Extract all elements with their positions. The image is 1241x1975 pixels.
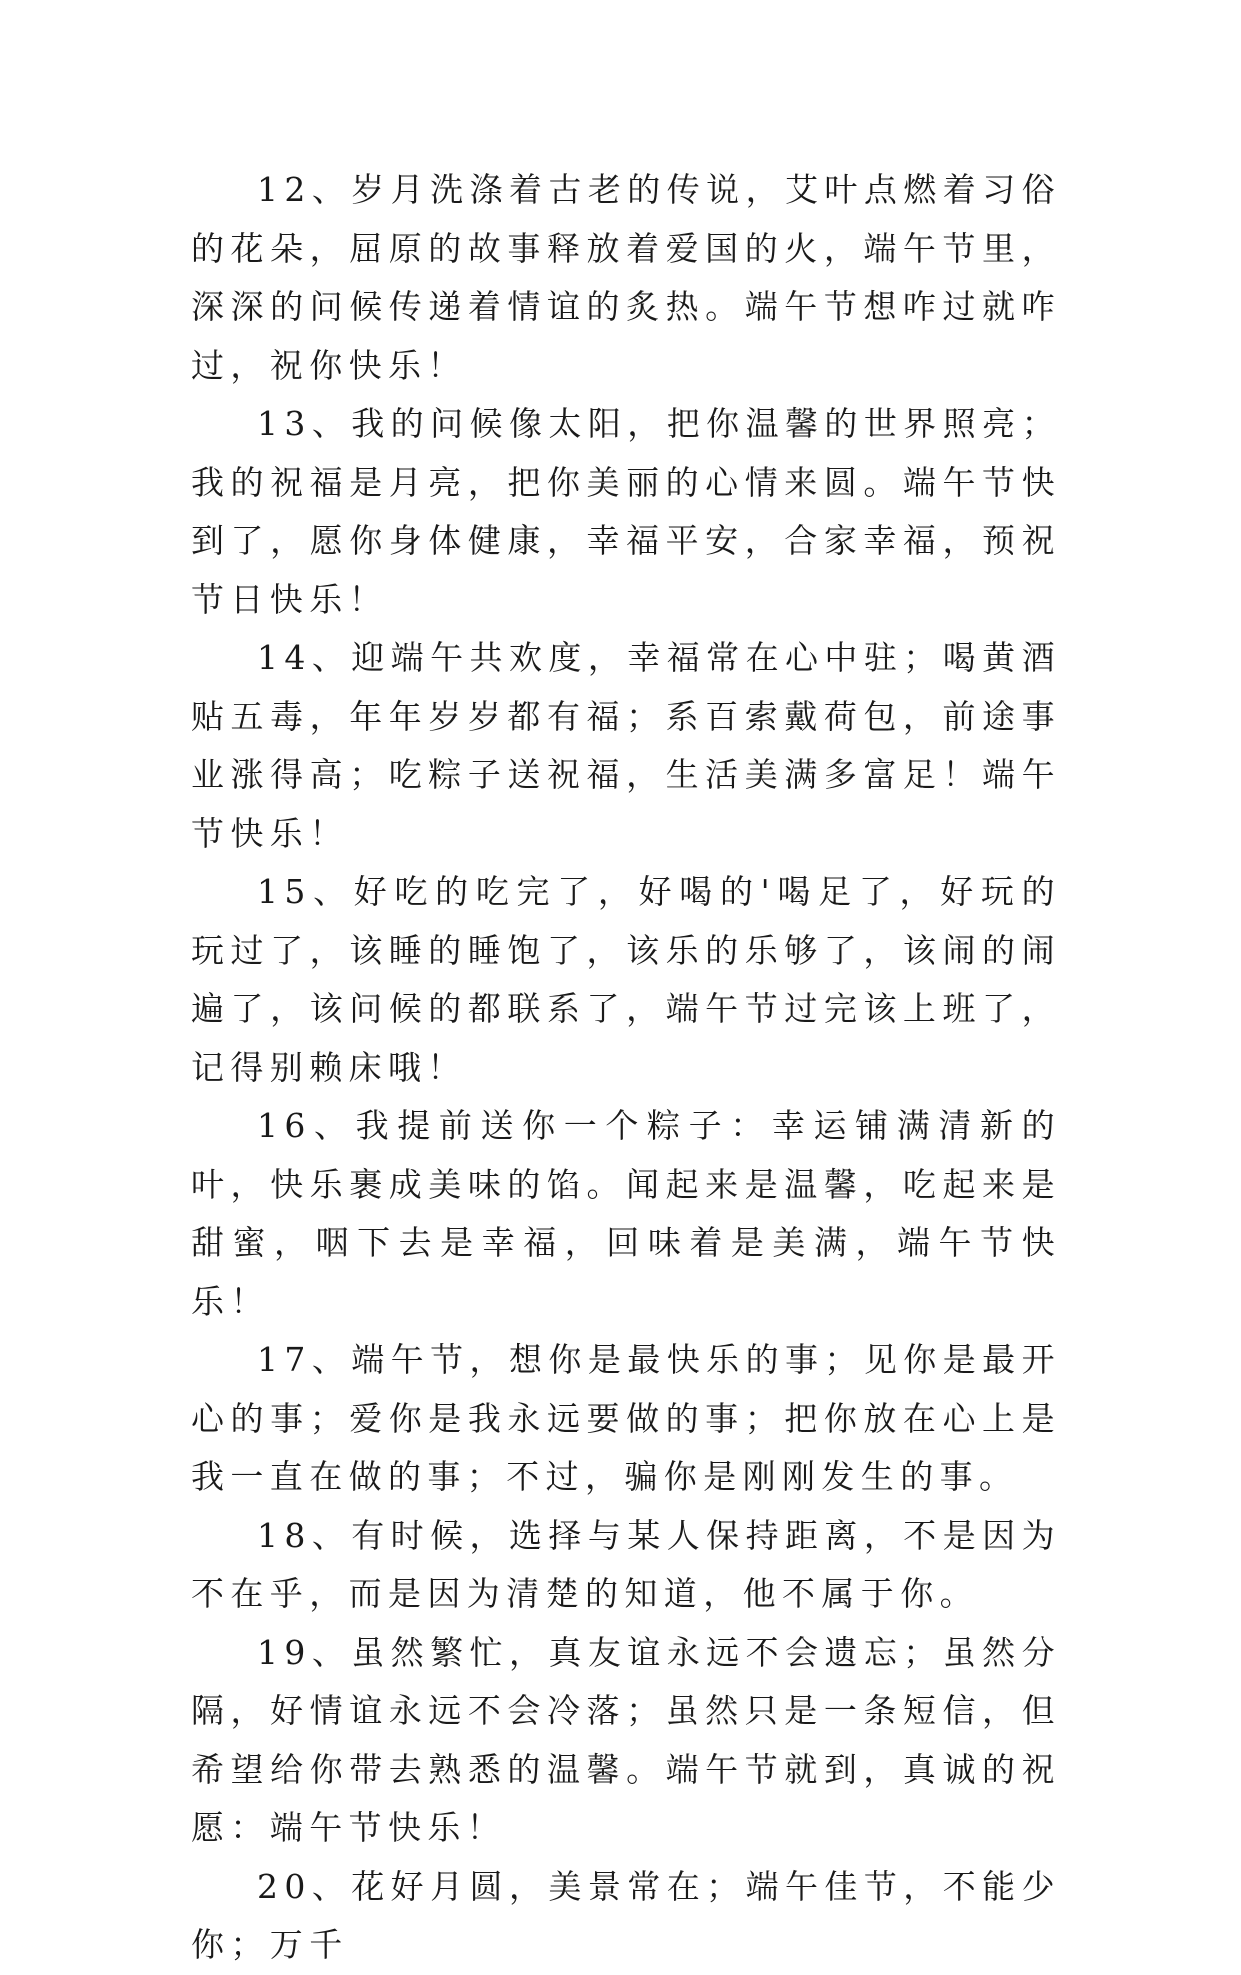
paragraph-17: 17、端午节，想你是最快乐的事；见你是最开心的事；爱你是我永远要做的事；把你放在心上是我一直在做的事；不过，骗你是刚刚发生的事。 — [191, 1340, 1061, 1496]
paragraph-14: 14、迎端午共欢度，幸福常在心中驻；喝黄酒贴五毒，年年岁岁都有福；系百索戴荷包，前途事业涨得高；吃粽子送祝福，生活美满多富足！端午节快乐！ — [191, 638, 1061, 853]
paragraph-19: 19、虽然繁忙，真友谊永远不会遗忘；虽然分隔，好情谊永远不会冷落；虽然只是一条短信，但希望给你带去熟悉的温馨。端午节就到，真诚的祝愿：端午节快乐！ — [191, 1632, 1061, 1847]
paragraph-12: 12、岁月洗涤着古老的传说，艾叶点燃着习俗的花朵，屈原的故事释放着爱国的火，端午节里，深深的问候传递着情谊的炙热。端午节想咋过就咋过，祝你快乐！ — [191, 170, 1061, 385]
paragraph-18: 18、有时候，选择与某人保持距离，不是因为不在乎，而是因为清楚的知道，他不属于你。 — [191, 1515, 1061, 1613]
paragraph-15: 15、好吃的吃完了，好喝的'喝足了，好玩的玩过了，该睡的睡饱了，该乐的乐够了，该闹的闹遍了，该问候的都联系了，端午节过完该上班了，记得别赖床哦！ — [191, 872, 1061, 1087]
paragraph-20: 20、花好月圆，美景常在；端午佳节，不能少你；万千 — [191, 1866, 1061, 1964]
document-body — [191, 161, 1061, 1975]
paragraph-13: 13、我的问候像太阳，把你温馨的世界照亮；我的祝福是月亮，把你美丽的心情来圆。端午节快到了，愿你身体健康，幸福平安，合家幸福，预祝节日快乐！ — [191, 404, 1061, 619]
paragraph-16: 16、我提前送你一个粽子：幸运铺满清新的叶，快乐裹成美味的馅。闻起来是温馨，吃起来是甜蜜，咽下去是幸福，回味着是美满，端午节快乐！ — [191, 1106, 1061, 1321]
